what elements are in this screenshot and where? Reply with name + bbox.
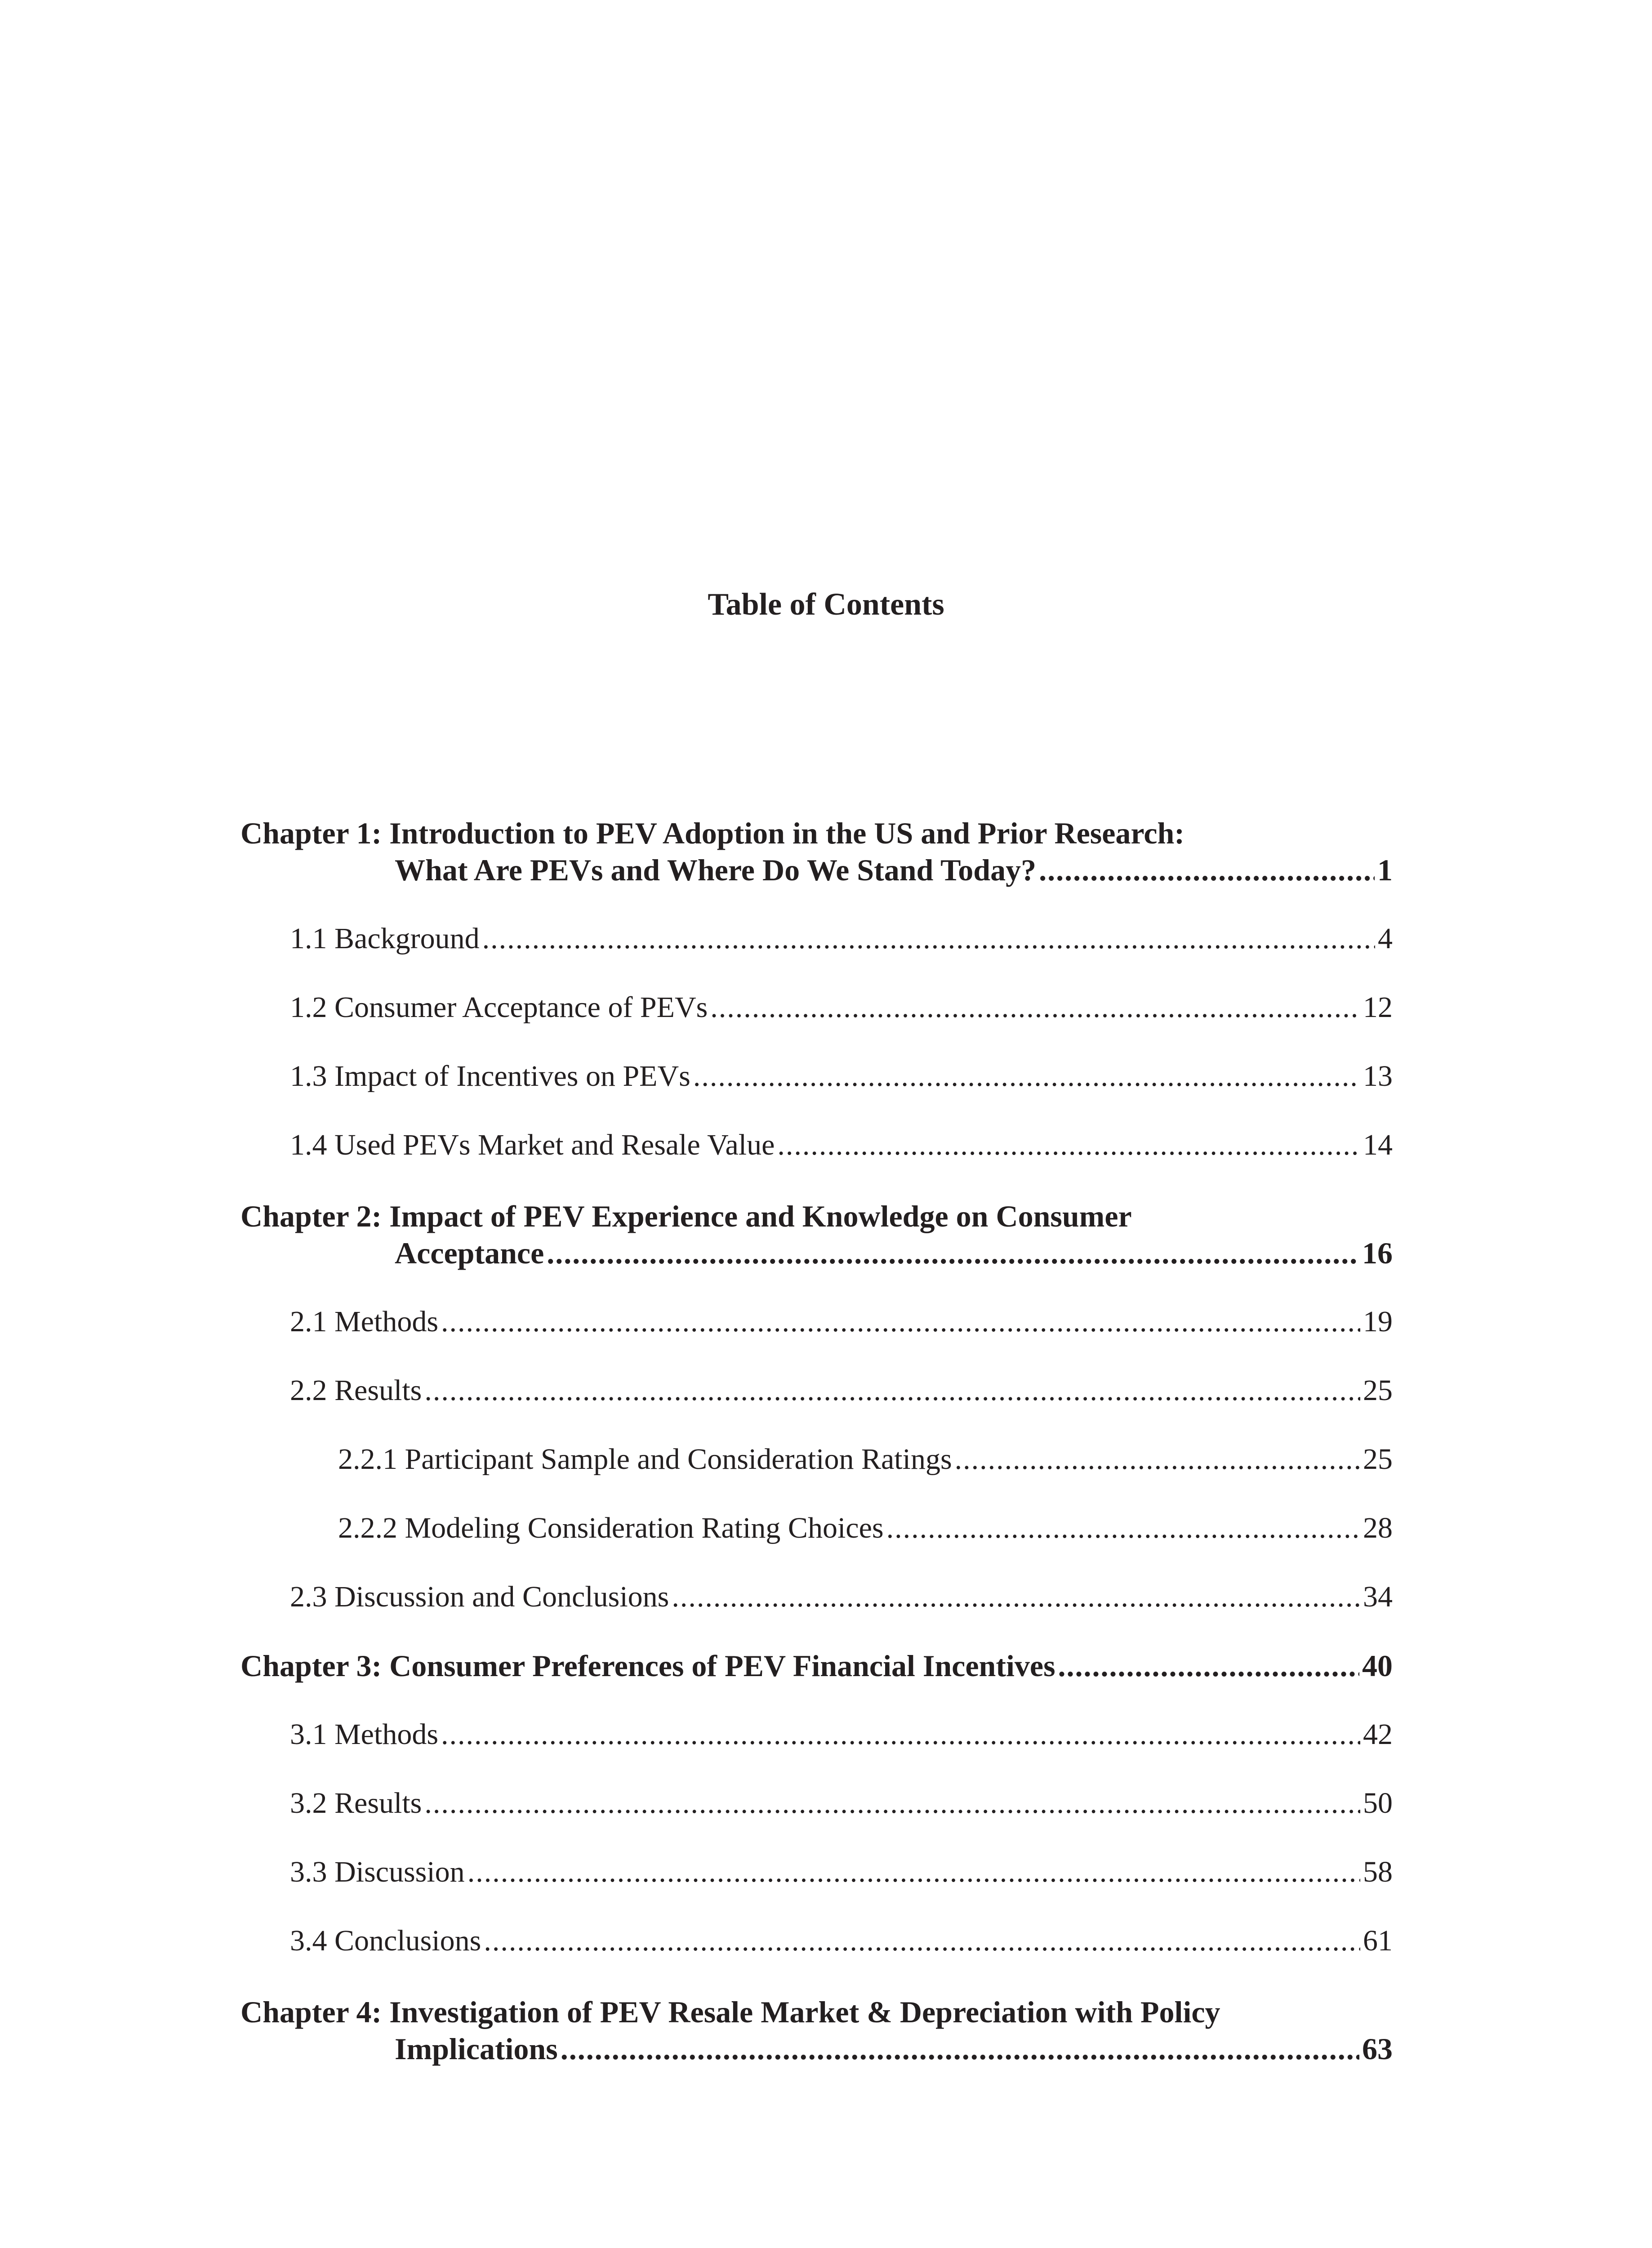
toc-entry-2-1[interactable] bbox=[290, 1302, 1393, 1342]
section-label: 2.3 Discussion and Conclusions bbox=[290, 1580, 669, 1613]
chapter-2-heading-line1: Chapter 2: Impact of PEV Experience and Knowledge on Consumer bbox=[240, 1199, 1132, 1233]
chapter-3-heading: Chapter 3: Consumer Preferences of PEV Financial Incentives bbox=[240, 1649, 1055, 1683]
page-number: 61 bbox=[1363, 1924, 1393, 1957]
toc-entry-3-1[interactable] bbox=[290, 1714, 1393, 1755]
page-number: 28 bbox=[1363, 1512, 1393, 1544]
toc-entry-2-2-2[interactable] bbox=[338, 1508, 1393, 1548]
section-label: 2.1 Methods bbox=[290, 1305, 438, 1338]
toc-entry-1-3[interactable] bbox=[290, 1056, 1393, 1097]
dot-leader bbox=[482, 919, 1375, 959]
chapter-4-heading-line1: Chapter 4: Investigation of PEV Resale Market & Depreciation with Policy bbox=[240, 1995, 1220, 2029]
toc-entry-chapter-1[interactable] bbox=[395, 850, 1393, 890]
page-number: 50 bbox=[1363, 1787, 1393, 1820]
toc-entry-1-4[interactable] bbox=[290, 1125, 1393, 1165]
toc-entry-3-2[interactable] bbox=[290, 1783, 1393, 1824]
dot-leader bbox=[441, 1302, 1360, 1342]
page-number: 12 bbox=[1363, 991, 1393, 1024]
page-number: 1 bbox=[1377, 853, 1393, 887]
page-number: 4 bbox=[1378, 922, 1393, 955]
section-label: 3.3 Discussion bbox=[290, 1855, 465, 1888]
toc-entry-chapter-4[interactable] bbox=[395, 2029, 1393, 2069]
section-label: 1.3 Impact of Incentives on PEVs bbox=[290, 1060, 690, 1093]
toc-entry-2-3[interactable] bbox=[290, 1577, 1393, 1617]
section-label: 2.2.1 Participant Sample and Consideration Ratings bbox=[338, 1443, 952, 1476]
dot-leader bbox=[777, 1125, 1360, 1165]
dot-leader bbox=[484, 1921, 1360, 1961]
dot-leader bbox=[672, 1577, 1360, 1617]
page-number: 19 bbox=[1363, 1305, 1393, 1338]
chapter-4-heading-line2: Implications bbox=[395, 2032, 558, 2066]
dot-leader bbox=[710, 987, 1360, 1028]
page-number: 13 bbox=[1363, 1060, 1393, 1093]
dot-leader bbox=[1058, 1646, 1359, 1686]
page-number: 42 bbox=[1363, 1718, 1393, 1751]
page-number: 40 bbox=[1362, 1649, 1393, 1683]
toc-entry-2-2[interactable] bbox=[290, 1370, 1393, 1411]
toc-entry-chapter-3[interactable] bbox=[240, 1646, 1393, 1686]
toc-entry-1-1[interactable] bbox=[290, 919, 1393, 959]
section-label: 2.2.2 Modeling Consideration Rating Choices bbox=[338, 1512, 884, 1544]
dot-leader bbox=[693, 1056, 1360, 1097]
page-number: 16 bbox=[1362, 1236, 1393, 1270]
toc-entry-3-4[interactable] bbox=[290, 1921, 1393, 1961]
toc-entry-chapter-2[interactable] bbox=[395, 1233, 1393, 1273]
dot-leader bbox=[468, 1852, 1360, 1892]
dot-leader bbox=[955, 1439, 1360, 1480]
page-number: 34 bbox=[1363, 1580, 1393, 1613]
section-label: 1.1 Background bbox=[290, 922, 480, 955]
section-label: 3.1 Methods bbox=[290, 1718, 438, 1751]
toc-entry-2-2-1[interactable] bbox=[338, 1439, 1393, 1480]
page-number: 25 bbox=[1363, 1374, 1393, 1407]
section-label: 2.2 Results bbox=[290, 1374, 422, 1407]
page-number: 63 bbox=[1362, 2032, 1393, 2066]
section-label: 1.2 Consumer Acceptance of PEVs bbox=[290, 991, 708, 1024]
dot-leader bbox=[441, 1714, 1360, 1755]
chapter-2-heading-line2: Acceptance bbox=[395, 1236, 544, 1270]
dot-leader bbox=[547, 1233, 1359, 1273]
page-number: 58 bbox=[1363, 1855, 1393, 1888]
toc-entry-1-2[interactable] bbox=[290, 987, 1393, 1028]
dot-leader bbox=[424, 1783, 1360, 1824]
dot-leader bbox=[424, 1370, 1360, 1411]
dot-leader bbox=[1039, 850, 1375, 890]
chapter-1-heading-line2: What Are PEVs and Where Do We Stand Today? bbox=[395, 853, 1037, 887]
page-title: Table of Contents bbox=[708, 587, 944, 622]
section-label: 3.2 Results bbox=[290, 1787, 422, 1820]
toc-entry-3-3[interactable] bbox=[290, 1852, 1393, 1892]
dot-leader bbox=[561, 2029, 1359, 2069]
section-label: 3.4 Conclusions bbox=[290, 1924, 481, 1957]
chapter-1-heading-line1: Chapter 1: Introduction to PEV Adoption in the US and Prior Research: bbox=[240, 816, 1184, 850]
section-label: 1.4 Used PEVs Market and Resale Value bbox=[290, 1128, 775, 1161]
page-number: 14 bbox=[1363, 1128, 1393, 1161]
dot-leader bbox=[886, 1508, 1360, 1548]
page-number: 25 bbox=[1363, 1443, 1393, 1476]
